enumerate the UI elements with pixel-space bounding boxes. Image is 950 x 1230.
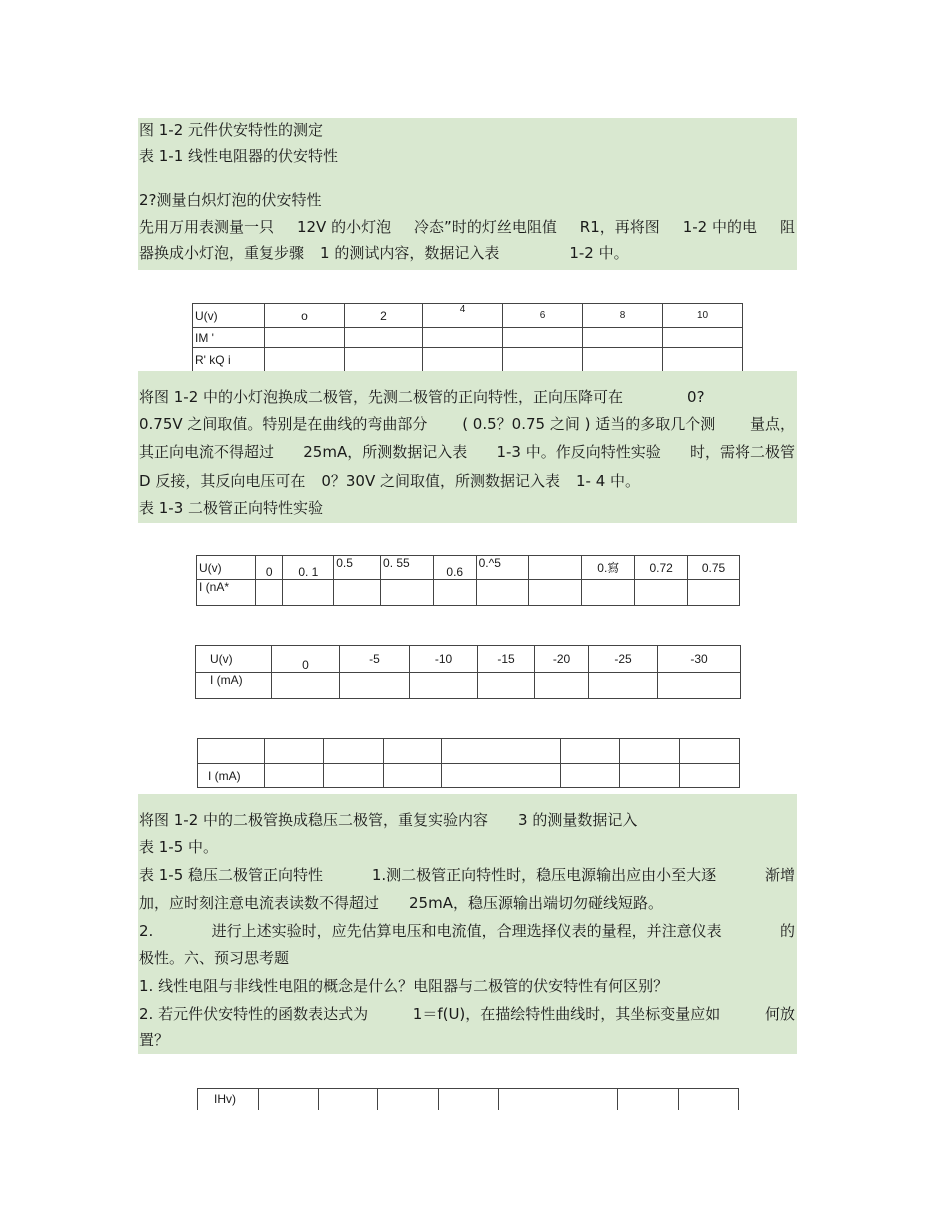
table-cell bbox=[265, 328, 345, 348]
table-cell bbox=[255, 580, 282, 606]
table-cell: 0.72 bbox=[635, 556, 688, 580]
table-cell bbox=[319, 1089, 378, 1110]
table-caption-1-3: 表 1-3 二极管正向特性实验 bbox=[139, 499, 324, 517]
table-cell: 2 bbox=[345, 304, 423, 328]
diode-forward-table bbox=[196, 555, 740, 606]
table-cell bbox=[478, 673, 535, 699]
table-cell: -25 bbox=[589, 646, 658, 673]
table-cell: 4 bbox=[423, 304, 503, 328]
table-cell bbox=[439, 1089, 499, 1110]
table-cell bbox=[283, 580, 334, 606]
table-cell bbox=[334, 580, 381, 606]
question-1: 1. 线性电阻与非线性电阻的概念是什么？电阻器与二极管的伏安特性有何区别？ bbox=[139, 977, 669, 995]
table-cell bbox=[378, 1089, 439, 1110]
table-cell bbox=[442, 739, 561, 764]
table-cell: I (mA) bbox=[198, 764, 265, 788]
table-cell bbox=[635, 580, 688, 606]
table-cell bbox=[620, 764, 680, 788]
table-cell bbox=[535, 673, 589, 699]
table-cell: 0 bbox=[255, 556, 282, 580]
table-cell bbox=[663, 328, 743, 348]
table-cell bbox=[688, 580, 740, 606]
table-cell bbox=[384, 739, 442, 764]
table-cell: R' kQ i bbox=[193, 348, 265, 372]
paragraph-line: 其正向电流不得超过 25mA，所测数据记入表 1-3 中。作反向特性实验 时，需将二极管 bbox=[139, 443, 795, 461]
paragraph-line: 先用万用表测量一只 12V 的小灯泡 冷态”时的灯丝电阻值 R1，再将图 1-2 中的电 阻 bbox=[139, 218, 795, 236]
table-cell bbox=[658, 673, 741, 699]
diode-reverse-table-extra bbox=[197, 738, 740, 788]
table-cell: 6 bbox=[503, 304, 583, 328]
table-cell bbox=[499, 1089, 618, 1110]
figure-caption: 图 1-2 元件伏安特性的测定 bbox=[139, 121, 324, 139]
table-cell bbox=[589, 673, 658, 699]
table-cell bbox=[259, 1089, 319, 1110]
table-cell: o bbox=[265, 304, 345, 328]
table-cell: IM ' bbox=[193, 328, 265, 348]
table-cell: U(v) bbox=[197, 556, 256, 580]
question-2: 2. 若元件伏安特性的函数表达式为 1＝f(U)，在描绘特性曲线时，其坐标变量应如 何放 bbox=[139, 1005, 795, 1023]
table-cell bbox=[324, 764, 384, 788]
table-cell: 0 bbox=[272, 646, 340, 673]
paragraph-line: 将图 1-2 中的小灯泡换成二极管，先测二极管的正向特性，正向压降可在 0? bbox=[139, 388, 705, 406]
table-cell: -10 bbox=[410, 646, 478, 673]
table-cell bbox=[324, 739, 384, 764]
table-cell: -20 bbox=[535, 646, 589, 673]
table-cell: -30 bbox=[658, 646, 741, 673]
table-cell bbox=[583, 348, 663, 372]
table-cell: 0.5 bbox=[334, 556, 381, 580]
text-block-3 bbox=[138, 794, 797, 1054]
paragraph-line: 器换成小灯泡，重复步骤 1 的测试内容，数据记入表 1-2 中。 bbox=[139, 244, 629, 262]
table-cell: -5 bbox=[340, 646, 410, 673]
paragraph-line: 表 1-5 稳压二极管正向特性 1.测二极管正向特性时，稳压电源输出应由小至大逐 渐增 bbox=[139, 866, 795, 884]
table-cell bbox=[442, 764, 561, 788]
table-cell bbox=[265, 764, 324, 788]
table-caption-1-1: 表 1-1 线性电阻器的伏安特性 bbox=[139, 147, 339, 165]
table-cell: 0.6 bbox=[433, 556, 476, 580]
zener-table bbox=[197, 1088, 739, 1110]
table-cell: 10 bbox=[663, 304, 743, 328]
table-cell bbox=[663, 348, 743, 372]
table-cell: U(v) bbox=[196, 646, 272, 673]
table-cell bbox=[381, 580, 434, 606]
paragraph-line: 2. 进行上述实验时，应先估算电压和电流值，合理选择仪表的量程，并注意仪表 的 bbox=[139, 922, 795, 940]
table-cell bbox=[529, 580, 582, 606]
paragraph-line: D 反接，其反向电压可在 0？30V 之间取值，所测数据记入表 1- 4 中。 bbox=[139, 472, 641, 490]
table-cell bbox=[561, 739, 620, 764]
table-cell: U(v) bbox=[193, 304, 265, 328]
table-cell: 0. 55 bbox=[381, 556, 434, 580]
paragraph-line: 将图 1-2 中的二极管换成稳压二极管，重复实验内容 3 的测量数据记入 bbox=[139, 811, 638, 829]
table-cell bbox=[265, 739, 324, 764]
table-cell bbox=[503, 328, 583, 348]
table-cell bbox=[423, 348, 503, 372]
table-cell bbox=[272, 673, 340, 699]
table-cell: I (mA) bbox=[196, 673, 272, 699]
text-block-1 bbox=[138, 118, 797, 270]
section-heading: 2?测量白炽灯泡的伏安特性 bbox=[139, 191, 322, 209]
table-cell bbox=[345, 328, 423, 348]
table-cell bbox=[384, 764, 442, 788]
table-cell bbox=[620, 739, 680, 764]
table-cell bbox=[433, 580, 476, 606]
paragraph-line: 表 1-5 中。 bbox=[139, 838, 219, 856]
text-block-2 bbox=[138, 371, 797, 523]
table-cell bbox=[340, 673, 410, 699]
table-cell: -15 bbox=[478, 646, 535, 673]
table-cell: 0.75 bbox=[688, 556, 740, 580]
table-cell bbox=[423, 328, 503, 348]
table-cell bbox=[265, 348, 345, 372]
paragraph-line: 加，应时刻注意电流表读数不得超过 25mA，稳压源输出端切勿碰线短路。 bbox=[139, 894, 663, 912]
table-cell bbox=[410, 673, 478, 699]
diode-reverse-table bbox=[195, 645, 741, 699]
table-cell: 0.^5 bbox=[476, 556, 529, 580]
table-cell bbox=[680, 739, 740, 764]
table-cell: 0.寫 bbox=[582, 556, 635, 580]
table-cell bbox=[582, 580, 635, 606]
table-cell bbox=[583, 328, 663, 348]
table-cell bbox=[561, 764, 620, 788]
table-cell bbox=[503, 348, 583, 372]
table-cell bbox=[198, 739, 265, 764]
paragraph-line: 极性。六、预习思考题 bbox=[139, 949, 290, 967]
table-cell bbox=[476, 580, 529, 606]
table-cell bbox=[679, 1089, 739, 1110]
table-cell bbox=[529, 556, 582, 580]
table-cell bbox=[680, 764, 740, 788]
table-cell bbox=[618, 1089, 679, 1110]
table-cell: 8 bbox=[583, 304, 663, 328]
paragraph-line: 0.75V 之间取值。特别是在曲线的弯曲部分 ( 0.5？0.75 之间 ) 适当的多取几个测 量点， bbox=[139, 415, 795, 433]
table-cell: 0. 1 bbox=[283, 556, 334, 580]
table-cell bbox=[345, 348, 423, 372]
bulb-data-table bbox=[192, 303, 743, 372]
table-cell: IHv) bbox=[198, 1089, 259, 1110]
table-cell: I (nA* bbox=[197, 580, 256, 606]
paragraph-line: 置？ bbox=[139, 1031, 170, 1049]
